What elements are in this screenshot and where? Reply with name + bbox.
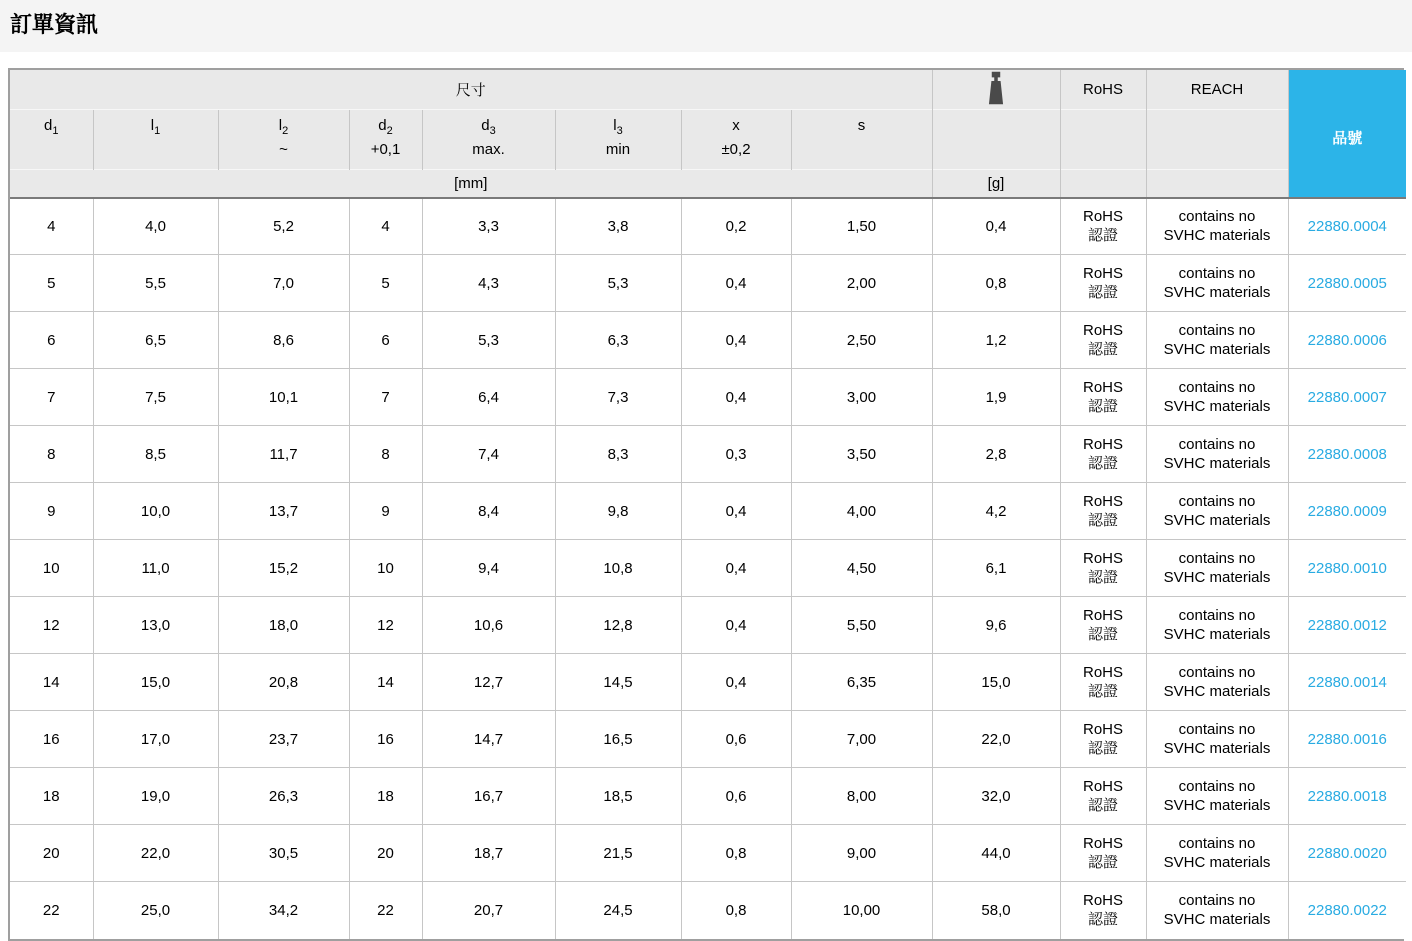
- table-row: [10, 483, 1406, 540]
- rohs-status-line1: RoHS: [1083, 208, 1124, 226]
- part-number-link[interactable]: 22880.0014: [1307, 673, 1387, 691]
- order-info-table: [10, 70, 1406, 939]
- dimension-value-cell: 9,00: [791, 825, 932, 882]
- section-header-bar: [0, 0, 1412, 52]
- reach-status-line1: contains no: [1178, 550, 1256, 567]
- dimension-value-cell: 10,6: [422, 597, 555, 654]
- rohs-status-line2: 認證: [1088, 569, 1119, 586]
- reach-status-line1: contains no: [1178, 664, 1256, 681]
- dimension-value-cell: 12,7: [422, 654, 555, 711]
- table-row: [10, 369, 1406, 426]
- part-number-cell: [1288, 711, 1406, 768]
- dimension-value-cell: 7,0: [218, 255, 349, 312]
- dimension-value-cell: 13,0: [93, 597, 218, 654]
- table-row: [10, 198, 1406, 255]
- dimension-value-cell: 11,0: [93, 540, 218, 597]
- part-number-link[interactable]: 22880.0018: [1307, 787, 1387, 805]
- reach-status-line2: SVHC materials: [1163, 227, 1271, 245]
- rohs-status-cell: [1060, 597, 1146, 654]
- rohs-status-cell: [1060, 255, 1146, 312]
- reach-status-line1: contains no: [1178, 436, 1256, 453]
- dimension-value-cell: 6,5: [93, 312, 218, 369]
- reach-status-line2: SVHC materials: [1163, 626, 1271, 643]
- dimension-value-cell: 0,4: [681, 483, 791, 540]
- reach-status-line1: contains no: [1178, 265, 1256, 282]
- reach-status-line2: SVHC materials: [1163, 683, 1271, 700]
- dimension-value-cell: 24,5: [555, 882, 681, 939]
- dimension-value-cell: 15,2: [218, 540, 349, 597]
- dimension-value-cell: 6,4: [422, 369, 555, 426]
- dimension-value-cell: 14: [349, 654, 422, 711]
- weight-value-cell: 4,2: [932, 483, 1060, 540]
- rohs-status-cell: [1060, 483, 1146, 540]
- dimension-value-cell: 8: [10, 426, 93, 483]
- dimension-value-cell: 18,5: [555, 768, 681, 825]
- weight-value-cell: 0,8: [932, 255, 1060, 312]
- rohs-status-line2: 認證: [1088, 683, 1119, 700]
- reach-status-line2: SVHC materials: [1163, 341, 1271, 358]
- part-number-link[interactable]: 22880.0008: [1307, 445, 1387, 463]
- dimension-value-cell: 5,5: [93, 255, 218, 312]
- dimension-value-cell: 0,8: [681, 882, 791, 939]
- dimension-value-cell: 18: [10, 768, 93, 825]
- dimension-value-cell: 8,3: [555, 426, 681, 483]
- reach-status-line2: SVHC materials: [1163, 284, 1271, 301]
- rohs-status-line1: RoHS: [1083, 721, 1124, 738]
- dimension-value-cell: 8,4: [422, 483, 555, 540]
- part-number-cell: [1288, 597, 1406, 654]
- dimension-value-cell: 9: [10, 483, 93, 540]
- table-row: [10, 426, 1406, 483]
- part-number-link[interactable]: 22880.0012: [1307, 616, 1387, 634]
- rohs-status-cell: [1060, 198, 1146, 255]
- rohs-status-line1: RoHS: [1083, 322, 1124, 339]
- dimension-value-cell: 10: [349, 540, 422, 597]
- dimension-value-cell: 14,5: [555, 654, 681, 711]
- rohs-column-header: RoHS: [1060, 70, 1146, 110]
- reach-status-cell: [1146, 426, 1288, 483]
- reach-status-line1: contains no: [1178, 208, 1256, 226]
- dimension-value-cell: 5,3: [422, 312, 555, 369]
- dimension-value-cell: 5,50: [791, 597, 932, 654]
- dimension-value-cell: 5: [349, 255, 422, 312]
- reach-status-cell: [1146, 654, 1288, 711]
- dimension-value-cell: 2,00: [791, 255, 932, 312]
- dimension-value-cell: 3,50: [791, 426, 932, 483]
- dimension-value-cell: 3,00: [791, 369, 932, 426]
- dimension-value-cell: 19,0: [93, 768, 218, 825]
- weight-column-header: [932, 70, 1060, 110]
- column-header-x: x ±0,2: [681, 110, 791, 170]
- dimension-value-cell: 6,35: [791, 654, 932, 711]
- dimension-value-cell: 7,4: [422, 426, 555, 483]
- dimension-value-cell: 5,3: [555, 255, 681, 312]
- reach-status-line2: SVHC materials: [1163, 911, 1271, 929]
- dimension-value-cell: 6,3: [555, 312, 681, 369]
- reach-status-line2: SVHC materials: [1163, 569, 1271, 586]
- part-number-link[interactable]: 22880.0022: [1307, 901, 1387, 919]
- column-header-l2: $l_2$ ~: [218, 110, 349, 170]
- column-header-s: s: [791, 110, 932, 170]
- dimension-value-cell: 23,7: [218, 711, 349, 768]
- reach-status-cell: [1146, 255, 1288, 312]
- part-number-cell: [1288, 198, 1406, 255]
- dimension-value-cell: 7,5: [93, 369, 218, 426]
- rohs-unit-spacer: [1060, 170, 1146, 198]
- dimension-value-cell: 0,3: [681, 426, 791, 483]
- rohs-status-cell: [1060, 369, 1146, 426]
- rohs-status-line1: RoHS: [1083, 607, 1124, 624]
- reach-column-header: REACH: [1146, 70, 1288, 110]
- part-number-cell: [1288, 312, 1406, 369]
- part-number-link[interactable]: 22880.0010: [1307, 559, 1387, 577]
- part-number-cell: [1288, 882, 1406, 939]
- reach-status-line1: contains no: [1178, 778, 1256, 795]
- reach-status-line2: SVHC materials: [1163, 398, 1271, 415]
- weight-value-cell: 1,2: [932, 312, 1060, 369]
- dimension-symbols-row: [10, 110, 1406, 170]
- dimension-value-cell: 4,0: [93, 198, 218, 255]
- dimension-value-cell: 16,5: [555, 711, 681, 768]
- part-number-cell: [1288, 426, 1406, 483]
- dimension-value-cell: 20,8: [218, 654, 349, 711]
- part-number-link[interactable]: 22880.0020: [1307, 844, 1387, 862]
- part-number-link[interactable]: 22880.0016: [1307, 730, 1387, 748]
- dimension-value-cell: 20: [10, 825, 93, 882]
- dimension-value-cell: 10,0: [93, 483, 218, 540]
- rohs-status-line2: 認證: [1088, 911, 1119, 929]
- dimension-value-cell: 7: [10, 369, 93, 426]
- dimension-value-cell: 7,00: [791, 711, 932, 768]
- rohs-status-line1: RoHS: [1083, 436, 1124, 453]
- reach-status-line2: SVHC materials: [1163, 854, 1271, 871]
- weight-value-cell: 44,0: [932, 825, 1060, 882]
- rohs-status-cell: [1060, 882, 1146, 939]
- dimension-value-cell: 6: [349, 312, 422, 369]
- dimension-value-cell: 18,0: [218, 597, 349, 654]
- reach-status-line2: SVHC materials: [1163, 797, 1271, 814]
- rohs-status-line1: RoHS: [1083, 493, 1124, 510]
- column-header-l3: $l_3$ min: [555, 110, 681, 170]
- dimension-value-cell: 1,50: [791, 198, 932, 255]
- reach-header-spacer: [1146, 110, 1288, 170]
- dimension-value-cell: 22: [349, 882, 422, 939]
- dimension-value-cell: 11,7: [218, 426, 349, 483]
- weight-header-spacer: [932, 110, 1060, 170]
- dimension-value-cell: 16,7: [422, 768, 555, 825]
- mm-unit-label: [mm]: [10, 170, 932, 198]
- dimension-value-cell: 18,7: [422, 825, 555, 882]
- weight-icon: [984, 71, 1008, 105]
- dimension-value-cell: 10,1: [218, 369, 349, 426]
- reach-status-cell: [1146, 768, 1288, 825]
- reach-status-cell: [1146, 198, 1288, 255]
- dimension-value-cell: 34,2: [218, 882, 349, 939]
- rohs-status-line2: 認證: [1088, 284, 1119, 301]
- reach-status-line1: contains no: [1178, 835, 1256, 852]
- order-info-table-wrap: [8, 68, 1404, 941]
- weight-value-cell: 2,8: [932, 426, 1060, 483]
- weight-value-cell: 9,6: [932, 597, 1060, 654]
- rohs-status-line2: 認證: [1088, 740, 1119, 757]
- rohs-status-cell: [1060, 825, 1146, 882]
- part-number-link[interactable]: 22880.0006: [1307, 331, 1387, 349]
- column-header-d2: $d_2$ +0,1: [349, 110, 422, 170]
- dimension-value-cell: 8,5: [93, 426, 218, 483]
- reach-status-cell: [1146, 882, 1288, 939]
- dimension-value-cell: 9: [349, 483, 422, 540]
- dimension-value-cell: 8,6: [218, 312, 349, 369]
- dimension-value-cell: 22: [10, 882, 93, 939]
- dimension-value-cell: 12: [349, 597, 422, 654]
- dimension-value-cell: 12,8: [555, 597, 681, 654]
- reach-status-line2: SVHC materials: [1163, 512, 1271, 529]
- part-number-cell: [1288, 369, 1406, 426]
- part-number-link[interactable]: 22880.0005: [1307, 274, 1387, 292]
- dimension-value-cell: 4: [10, 198, 93, 255]
- column-header-d1: $d_1$: [10, 110, 93, 170]
- rohs-status-cell: [1060, 654, 1146, 711]
- gram-unit-label: [g]: [932, 170, 1060, 198]
- dimension-value-cell: 12: [10, 597, 93, 654]
- reach-status-line2: SVHC materials: [1163, 740, 1271, 757]
- dimension-value-cell: 14: [10, 654, 93, 711]
- rohs-status-cell: [1060, 540, 1146, 597]
- part-number-cell: [1288, 825, 1406, 882]
- table-row: [10, 540, 1406, 597]
- dimension-value-cell: 4,50: [791, 540, 932, 597]
- dimension-value-cell: 0,4: [681, 597, 791, 654]
- weight-value-cell: 32,0: [932, 768, 1060, 825]
- dimension-value-cell: 16: [10, 711, 93, 768]
- dimension-value-cell: 4: [349, 198, 422, 255]
- part-number-cell: [1288, 654, 1406, 711]
- dimension-value-cell: 0,4: [681, 255, 791, 312]
- part-number-link[interactable]: 22880.0007: [1307, 388, 1387, 406]
- table-row: [10, 825, 1406, 882]
- table-row: [10, 882, 1406, 939]
- rohs-header-spacer: [1060, 110, 1146, 170]
- part-number-link[interactable]: 22880.0009: [1307, 502, 1387, 520]
- dimension-value-cell: 0,4: [681, 654, 791, 711]
- dimension-value-cell: 25,0: [93, 882, 218, 939]
- dimension-value-cell: 0,6: [681, 768, 791, 825]
- dimension-value-cell: 8: [349, 426, 422, 483]
- rohs-status-line1: RoHS: [1083, 778, 1124, 795]
- reach-status-line1: contains no: [1178, 892, 1256, 910]
- rohs-status-cell: [1060, 768, 1146, 825]
- reach-status-line1: contains no: [1178, 721, 1256, 738]
- reach-status-cell: [1146, 711, 1288, 768]
- dimension-value-cell: 10: [10, 540, 93, 597]
- dimension-value-cell: 15,0: [93, 654, 218, 711]
- reach-status-line1: contains no: [1178, 322, 1256, 339]
- dimension-value-cell: 0,8: [681, 825, 791, 882]
- dimension-value-cell: 5: [10, 255, 93, 312]
- dimension-value-cell: 17,0: [93, 711, 218, 768]
- dimension-value-cell: 20,7: [422, 882, 555, 939]
- dimensions-group-header: 尺寸: [10, 70, 932, 110]
- dimension-value-cell: 3,8: [555, 198, 681, 255]
- dimension-value-cell: 9,4: [422, 540, 555, 597]
- rohs-status-line1: RoHS: [1083, 265, 1124, 282]
- reach-status-cell: [1146, 312, 1288, 369]
- dimension-value-cell: 14,7: [422, 711, 555, 768]
- rohs-status-line2: 認證: [1088, 626, 1119, 643]
- weight-value-cell: 58,0: [932, 882, 1060, 939]
- rohs-status-line2: 認證: [1088, 398, 1119, 415]
- weight-value-cell: 0,4: [932, 198, 1060, 255]
- rohs-status-line1: RoHS: [1083, 892, 1124, 910]
- rohs-status-line2: 認證: [1088, 854, 1119, 871]
- dimension-value-cell: 30,5: [218, 825, 349, 882]
- dimension-value-cell: 0,6: [681, 711, 791, 768]
- dimension-value-cell: 8,00: [791, 768, 932, 825]
- dimension-value-cell: 22,0: [93, 825, 218, 882]
- part-number-cell: [1288, 540, 1406, 597]
- dimension-value-cell: 6: [10, 312, 93, 369]
- weight-value-cell: 6,1: [932, 540, 1060, 597]
- reach-status-line1: contains no: [1178, 607, 1256, 624]
- dimension-value-cell: 0,4: [681, 312, 791, 369]
- column-header-l1: $l_1$: [93, 110, 218, 170]
- dimension-value-cell: 0,4: [681, 540, 791, 597]
- dimension-value-cell: 0,2: [681, 198, 791, 255]
- dimension-value-cell: 0,4: [681, 369, 791, 426]
- dimension-value-cell: 13,7: [218, 483, 349, 540]
- dimension-value-cell: 9,8: [555, 483, 681, 540]
- dimension-value-cell: 26,3: [218, 768, 349, 825]
- dimension-value-cell: 20: [349, 825, 422, 882]
- reach-status-cell: [1146, 825, 1288, 882]
- rohs-status-line2: 認證: [1088, 512, 1119, 529]
- dimension-value-cell: 10,00: [791, 882, 932, 939]
- dimension-value-cell: 4,3: [422, 255, 555, 312]
- dimension-value-cell: 18: [349, 768, 422, 825]
- table-row: [10, 312, 1406, 369]
- dimension-value-cell: 7,3: [555, 369, 681, 426]
- reach-status-cell: [1146, 483, 1288, 540]
- rohs-status-line2: 認證: [1088, 341, 1119, 358]
- part-number-link[interactable]: 22880.0004: [1307, 217, 1387, 235]
- part-number-cell: [1288, 255, 1406, 312]
- dimension-value-cell: 5,2: [218, 198, 349, 255]
- rohs-status-line1: RoHS: [1083, 550, 1124, 567]
- part-number-cell: [1288, 768, 1406, 825]
- dimension-value-cell: 4,00: [791, 483, 932, 540]
- rohs-status-cell: [1060, 426, 1146, 483]
- reach-status-line2: SVHC materials: [1163, 455, 1271, 472]
- dimension-value-cell: 16: [349, 711, 422, 768]
- reach-status-cell: [1146, 369, 1288, 426]
- rohs-status-line2: 認證: [1088, 227, 1119, 245]
- rohs-status-line1: RoHS: [1083, 835, 1124, 852]
- page-title: 訂單資訊: [10, 12, 99, 37]
- table-row: [10, 654, 1406, 711]
- dimension-value-cell: 21,5: [555, 825, 681, 882]
- part-number-cell: [1288, 483, 1406, 540]
- reach-unit-spacer: [1146, 170, 1288, 198]
- dimension-value-cell: 2,50: [791, 312, 932, 369]
- weight-value-cell: 15,0: [932, 654, 1060, 711]
- column-header-d3: $d_3$ max.: [422, 110, 555, 170]
- weight-value-cell: 1,9: [932, 369, 1060, 426]
- reach-status-line1: contains no: [1178, 493, 1256, 510]
- table-row: [10, 255, 1406, 312]
- dimension-value-cell: 7: [349, 369, 422, 426]
- part-number-column-header: 品號: [1288, 70, 1406, 198]
- table-row: [10, 711, 1406, 768]
- reach-status-line1: contains no: [1178, 379, 1256, 396]
- rohs-status-line2: 認證: [1088, 797, 1119, 814]
- reach-status-cell: [1146, 540, 1288, 597]
- table-row: [10, 597, 1406, 654]
- dimension-value-cell: 10,8: [555, 540, 681, 597]
- reach-status-cell: [1146, 597, 1288, 654]
- table-row: [10, 768, 1406, 825]
- rohs-status-cell: [1060, 711, 1146, 768]
- rohs-status-cell: [1060, 312, 1146, 369]
- dimension-value-cell: 3,3: [422, 198, 555, 255]
- rohs-status-line1: RoHS: [1083, 379, 1124, 396]
- rohs-status-line1: RoHS: [1083, 664, 1124, 681]
- rohs-status-line2: 認證: [1088, 455, 1119, 472]
- weight-value-cell: 22,0: [932, 711, 1060, 768]
